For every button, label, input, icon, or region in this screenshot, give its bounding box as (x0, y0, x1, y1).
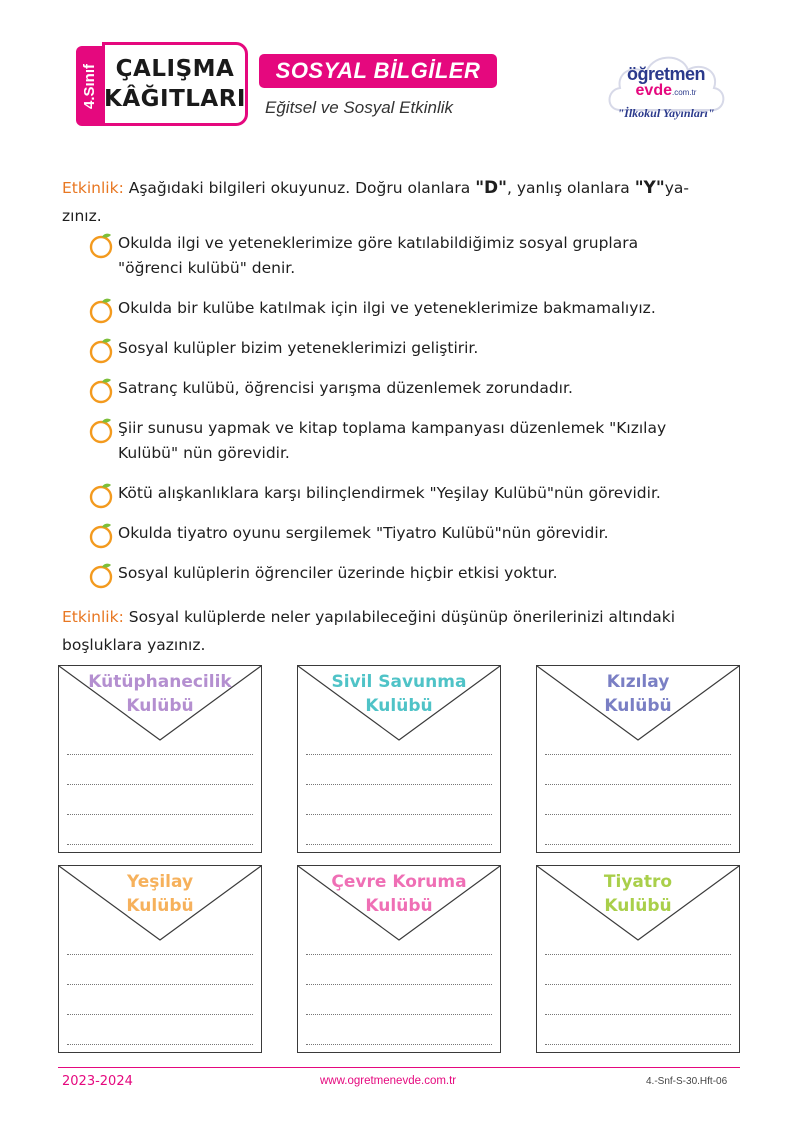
club-name (298, 670, 500, 718)
title-line-1: ÇALIŞMA (115, 56, 235, 82)
answer-circle[interactable] (92, 566, 112, 586)
answer-circle[interactable] (92, 236, 112, 256)
writing-line[interactable] (545, 814, 731, 815)
club-name-line-1: Kızılay (606, 672, 670, 692)
writing-line[interactable] (67, 984, 253, 985)
logo-tagline: "İlkokul Yayınları" (617, 106, 715, 120)
activity-2-label: Etkinlik: (62, 608, 124, 626)
club-card (536, 665, 740, 853)
activity-1-instruction: Etkinlik: Aşağıdaki bilgileri okuyunuz. Doğru olanlara "D", yanlış olanlara "Y"ya- zınız. (62, 178, 689, 225)
grade-tab (76, 46, 102, 126)
writing-line[interactable] (306, 1044, 492, 1045)
writing-line[interactable] (67, 954, 253, 955)
activity-2-instruction: Etkinlik: Sosyal kulüplerde neler yapılabileceğini düşünüp önerilerinizi altındaki boşluklara yazınız. (62, 608, 676, 654)
writing-line[interactable] (545, 844, 731, 845)
subject-subtitle: Eğitsel ve Sosyal Etkinlik (265, 98, 454, 117)
club-name-line-2: Kulübü (365, 896, 433, 916)
writing-line[interactable] (545, 784, 731, 785)
logo-brand-bottom: evde.com.tr (635, 82, 697, 99)
footer-url: www.ogretmenevde.com.tr (320, 1075, 457, 1087)
club-name-line-1: Çevre Koruma (331, 872, 467, 892)
statement-item (88, 376, 728, 401)
writing-line[interactable] (306, 1014, 492, 1015)
writing-line[interactable] (306, 844, 492, 845)
writing-line[interactable] (545, 1014, 731, 1015)
club-name-line-2: Kulübü (604, 696, 672, 716)
answer-circle[interactable] (92, 486, 112, 506)
club-name-line-1: Sivil Savunma (331, 672, 467, 692)
statement-item (88, 296, 728, 321)
statement-item (88, 561, 728, 586)
statement-item (88, 416, 728, 466)
club-name-line-1: Kütüphanecilik (88, 672, 232, 692)
answer-circle[interactable] (92, 421, 112, 441)
statement-text: Satranç kulübü, öğrencisi yarışma düzenlemek zorundadır. (118, 379, 573, 397)
club-card (297, 865, 501, 1053)
club-name-line-1: Yeşilay (126, 872, 194, 892)
logo-brand-top: öğretmen (626, 64, 705, 84)
writing-line[interactable] (67, 1014, 253, 1015)
subject-title: SOSYAL BİLGİLER (275, 58, 481, 83)
answer-circle[interactable] (92, 301, 112, 321)
title-line-2: KÂĞITLARI (104, 86, 246, 112)
club-name-line-2: Kulübü (365, 696, 433, 716)
club-cards (58, 665, 740, 1053)
statement-text: Sosyal kulüpler bizim yeteneklerimizi geliştirir. (118, 339, 479, 357)
footer-code: 4.-Snf-S-30.Hft-06 (646, 1076, 728, 1087)
answer-circle[interactable] (92, 381, 112, 401)
subject-banner (259, 54, 497, 88)
club-name (537, 670, 739, 718)
writing-line[interactable] (67, 784, 253, 785)
answer-circle[interactable] (92, 341, 112, 361)
club-name (298, 870, 500, 918)
statement-text: Kötü alışkanlıklara karşı bilinçlendirmek "Yeşilay Kulübü"nün görevidir. (118, 484, 661, 502)
club-card (58, 865, 262, 1053)
writing-line[interactable] (306, 984, 492, 985)
answer-circle[interactable] (92, 526, 112, 546)
writing-line[interactable] (67, 844, 253, 845)
writing-line[interactable] (545, 1044, 731, 1045)
club-card (536, 865, 740, 1053)
club-name (59, 870, 261, 918)
statement-item (88, 231, 728, 281)
writing-line[interactable] (306, 814, 492, 815)
statement-text: Okulda ilgi ve yeteneklerimize göre katılabildiğimiz sosyal gruplara (118, 234, 639, 252)
writing-line[interactable] (545, 954, 731, 955)
statement-text: Sosyal kulüplerin öğrenciler üzerinde hiçbir etkisi yoktur. (118, 564, 558, 582)
club-name-line-1: Tiyatro (603, 872, 673, 892)
footer-year: 2023-2024 (62, 1074, 133, 1089)
club-name-line-2: Kulübü (126, 896, 194, 916)
title-box (102, 42, 248, 126)
statement-item (88, 336, 728, 361)
statement-item (88, 481, 728, 506)
statement-text-continued: Kulübü" nün görevidir. (118, 444, 290, 462)
statement-text: Okulda tiyatro oyunu sergilemek "Tiyatro Kulübü"nün görevidir. (118, 524, 609, 542)
activity-1-label: Etkinlik: (62, 179, 124, 197)
statement-list (88, 231, 728, 601)
club-name-line-2: Kulübü (604, 896, 672, 916)
worksheet-header (76, 42, 496, 132)
statement-text-continued: "öğrenci kulübü" denir. (118, 259, 296, 277)
statement-text: Şiir sunusu yapmak ve kitap toplama kampanyası düzenlemek "Kızılay (118, 419, 667, 437)
club-card (58, 665, 262, 853)
writing-line[interactable] (306, 954, 492, 955)
writing-line[interactable] (67, 754, 253, 755)
writing-line[interactable] (545, 754, 731, 755)
footer-divider (58, 1067, 740, 1068)
publisher-logo (604, 40, 728, 132)
statement-item (88, 521, 728, 546)
writing-line[interactable] (545, 984, 731, 985)
statement-text: Okulda bir kulübe katılmak için ilgi ve yeteneklerimize bakmamalıyız. (118, 299, 656, 317)
writing-line[interactable] (67, 1044, 253, 1045)
club-name-line-2: Kulübü (126, 696, 194, 716)
club-name (59, 670, 261, 718)
club-name (537, 870, 739, 918)
writing-line[interactable] (306, 754, 492, 755)
writing-line[interactable] (67, 814, 253, 815)
grade-label: 4.Sınıf (80, 63, 98, 109)
club-card (297, 665, 501, 853)
writing-line[interactable] (306, 784, 492, 785)
